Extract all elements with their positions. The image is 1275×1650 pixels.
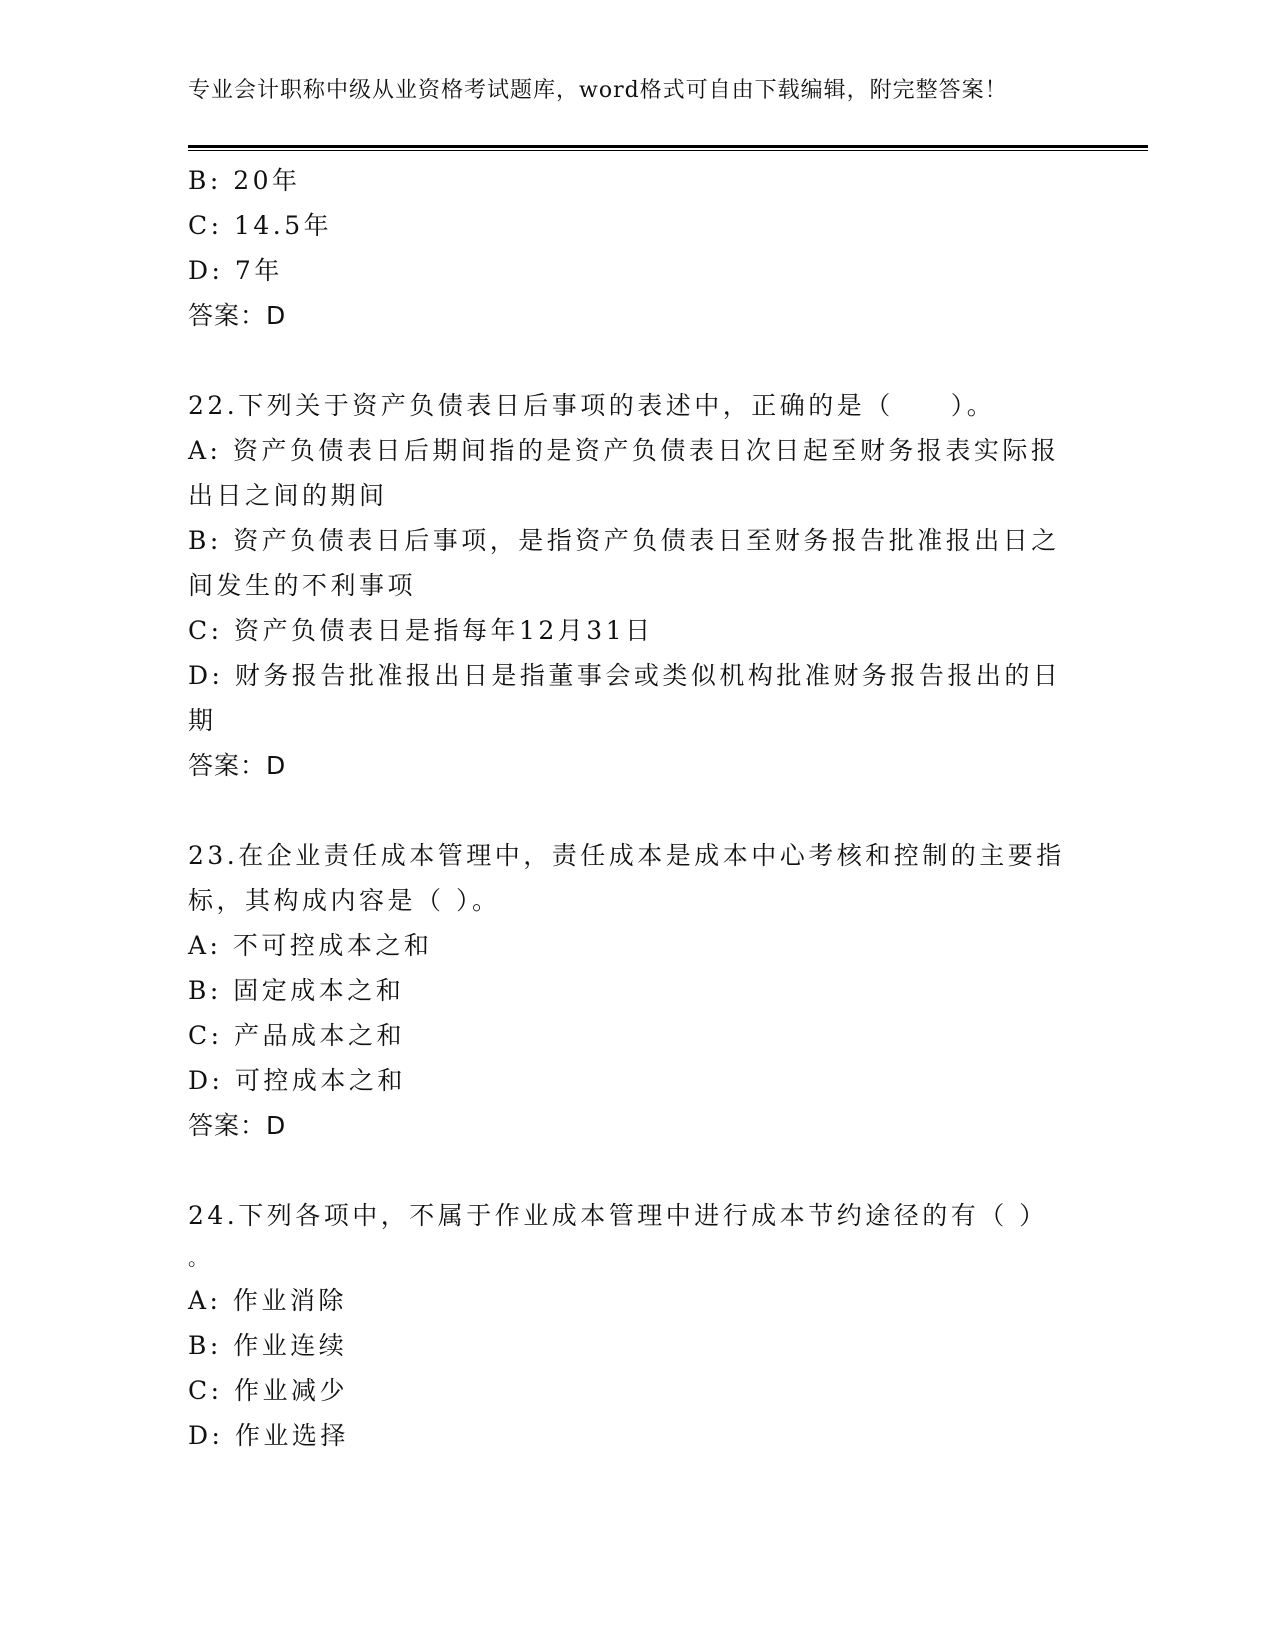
option-b: B: 作业连续 [188,1331,348,1360]
answer: 答案：D [188,301,287,330]
question-22 [188,383,1068,788]
option-c: C: 产品成本之和 [188,1021,405,1050]
option-d: D: 财务报告批准报出日是指董事会或类似机构批准财务报告报出的日期 [188,661,1062,735]
option-c: C: 14.5年 [188,211,333,240]
header-rule-thin [188,150,1148,151]
question-stem: 23.在企业责任成本管理中，责任成本是成本中心考核和控制的主要指标，其构成内容是（ ）。 [188,841,1065,915]
option-b: B: 资产负债表日后事项，是指资产负债表日至财务报告批准报出日之间发生的不利事项 [188,526,1060,600]
option-b: B: 固定成本之和 [188,976,405,1005]
option-a: A: 资产负债表日后期间指的是资产负债表日次日起至财务报表实际报出日之间的期间 [188,436,1060,510]
option-c: C: 作业减少 [188,1376,348,1405]
page-header: 专业会计职称中级从业资格考试题库，word格式可自由下载编辑，附完整答案！ [188,78,1008,103]
answer: 答案：D [188,1111,287,1140]
question-stem: 22.下列关于资产负债表日后事项的表述中，正确的是（ ）。 [188,391,996,420]
option-b: B: 20年 [188,166,301,195]
option-a: A: 作业消除 [188,1286,347,1315]
question-23 [188,833,1068,1148]
option-d: D: 可控成本之和 [188,1066,406,1095]
question-stem-tail: 。 [188,1246,208,1270]
prev-question-tail [188,158,1068,338]
document-body [188,158,1068,1458]
option-d: D: 作业选择 [188,1421,349,1450]
option-c: C: 资产负债表日是指每年12月31日 [188,616,654,645]
answer: 答案：D [188,751,287,780]
option-d: D: 7年 [188,256,283,285]
header-rule-thick [188,145,1148,148]
option-a: A: 不可控成本之和 [188,931,433,960]
question-stem: 24.下列各项中，不属于作业成本管理中进行成本节约途径的有（ ） [188,1201,1048,1230]
question-24 [188,1193,1068,1458]
